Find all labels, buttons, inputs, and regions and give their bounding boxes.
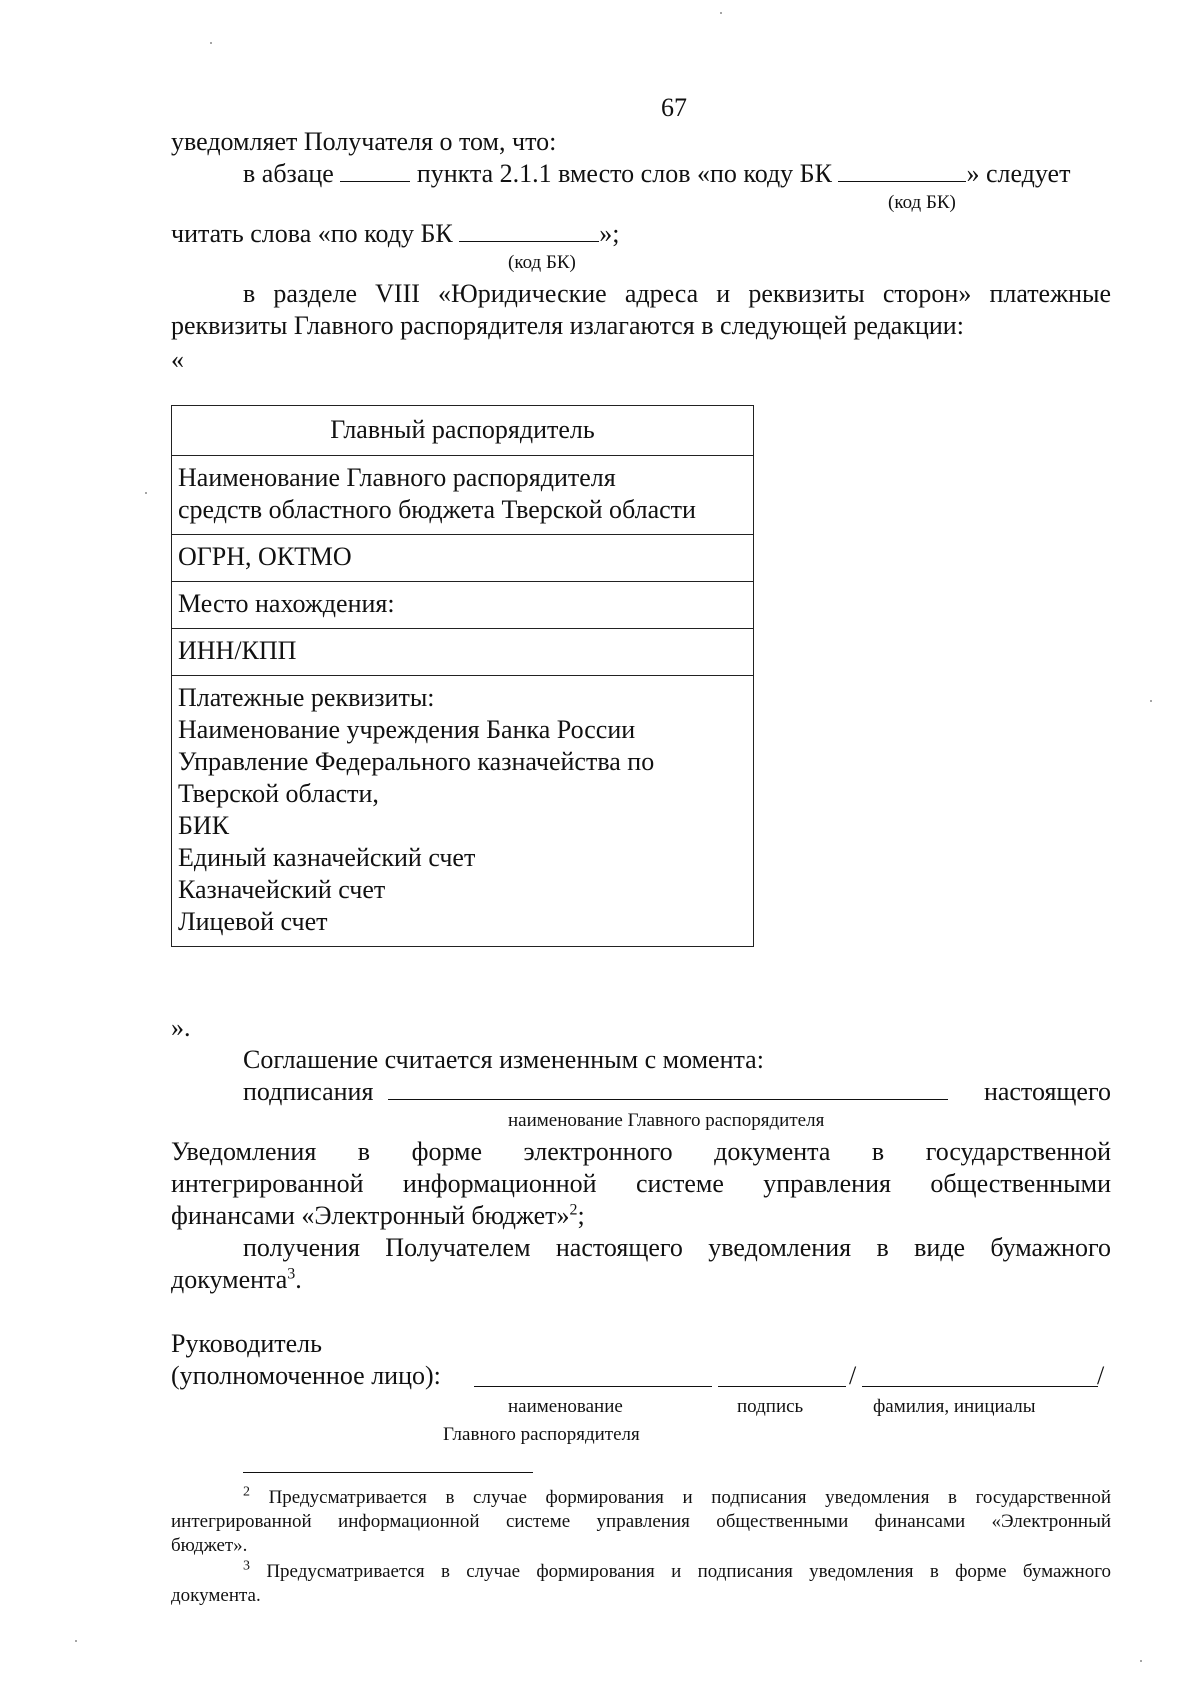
agreement-sign-line: [243, 1076, 1111, 1108]
footnote-ref-2: 2: [569, 1201, 578, 1219]
receipt-end: .: [295, 1265, 302, 1294]
signature-blank-name: [474, 1386, 712, 1387]
p1-line2-text-a: читать слова «по коду БК: [171, 219, 453, 248]
payment-line: Управление Федерального казначейства по: [178, 747, 655, 776]
paragraph2-line2: реквизиты Главного распорядителя излагаются в следующей редакции:: [171, 311, 964, 340]
p1-line2-text-b: »;: [599, 219, 620, 248]
footnote-2-text: Предусматривается в случае формирования и подписания уведомления в государственной: [268, 1487, 1111, 1508]
footnote-3-text: Предусматривается в случае формирования и подписания уведомления в форме бумажного: [266, 1561, 1112, 1582]
signature-hint-sign: подпись: [737, 1396, 804, 1417]
receipt-line1: получения Получателем настоящего уведомления в виде бумажного: [243, 1233, 1111, 1262]
blank-kod-bk-2: [459, 219, 599, 242]
blank-abzac: [340, 159, 410, 182]
close-quote: ».: [171, 1013, 191, 1042]
signature-blank-sign: [718, 1386, 846, 1387]
p1-text-c: » следует: [966, 159, 1071, 188]
signature-hint-distributor: Главного распорядителя: [443, 1424, 640, 1445]
signature-label1: Руководитель: [171, 1329, 322, 1358]
signature-slash-1: /: [849, 1361, 857, 1390]
footnote-separator: [243, 1472, 533, 1473]
footnote-ref-3: 3: [287, 1265, 296, 1283]
requisites-table: [171, 405, 754, 947]
blank-kod-bk-1: [838, 159, 966, 182]
name-line2: средств областного бюджета Тверской области: [178, 495, 696, 524]
footnote-2-line2: интегрированной информационной системе управления общественными финансами «Электронный: [171, 1511, 1111, 1532]
open-quote: «: [171, 345, 184, 374]
footnote-2-line3: бюджет».: [171, 1535, 248, 1556]
table-header: Главный распорядитель: [172, 406, 754, 456]
agreement-line3: интегрированной информационной системе управления общественными: [171, 1169, 1111, 1198]
scan-speck: [75, 1640, 77, 1642]
blank-distributor-name: [388, 1077, 948, 1100]
hint-kod-bk-2: (код БК): [508, 252, 576, 273]
hint-kod-bk-1: (код БК): [888, 192, 956, 213]
page-number: 67: [661, 93, 687, 122]
payment-line: Казначейский счет: [178, 875, 386, 904]
payment-line: БИК: [178, 811, 230, 840]
receipt-line2: [171, 1264, 302, 1296]
payment-line: Наименование учреждения Банка России: [178, 715, 636, 744]
paragraph1-line2: [171, 218, 619, 250]
p1-text-a: в абзаце: [243, 159, 334, 188]
footnote-3-line2: документа.: [171, 1585, 261, 1606]
table-row-inn: ИНН/КПП: [172, 629, 754, 676]
signature-blank-fio: [862, 1386, 1098, 1387]
hint-distributor-name: наименование Главного распорядителя: [508, 1110, 825, 1131]
line4-end: ;: [577, 1201, 585, 1230]
intro-text: уведомляет Получателя о том, что:: [171, 127, 557, 156]
signature-hint-fio: фамилия, инициалы: [873, 1396, 1036, 1417]
footnote-3-num: 3: [243, 1558, 250, 1574]
name-line1: Наименование Главного распорядителя: [178, 463, 616, 492]
agreement-heading: Соглашение считается измененным с момента:: [243, 1045, 764, 1074]
scan-speck: [1150, 700, 1152, 702]
signature-label2: (уполномоченное лицо):: [171, 1361, 441, 1390]
payment-line: Тверской области,: [178, 779, 379, 808]
signature-slash-2: /: [1097, 1361, 1105, 1390]
footnote-3-line1: [243, 1560, 1111, 1584]
footnote-2-line1: [243, 1486, 1111, 1510]
scan-speck: [1140, 1660, 1142, 1662]
payment-line: Платежные реквизиты:: [178, 683, 435, 712]
paragraph2-line1: в разделе VIII «Юридические адреса и реквизиты сторон» платежные: [243, 279, 1111, 308]
p1-text-b: пункта 2.1.1 вместо слов «по коду БК: [416, 159, 832, 188]
line4-text: финансами «Электронный бюджет»: [171, 1201, 570, 1230]
table-row-ogrn: ОГРН, ОКТМО: [172, 535, 754, 582]
payment-line: Единый казначейский счет: [178, 843, 476, 872]
scan-speck: [720, 12, 722, 14]
scan-speck: [210, 42, 212, 44]
paragraph1-line1: [243, 158, 1111, 190]
scan-speck: [145, 492, 147, 494]
signature-hint-name: наименование: [508, 1396, 623, 1417]
receipt-text: документа: [171, 1265, 288, 1294]
table-row-location: Место нахождения:: [172, 582, 754, 629]
agreement-line2: Уведомления в форме электронного документа в государственной: [171, 1137, 1111, 1166]
sign-tail: настоящего: [983, 1077, 1111, 1106]
table-row-payment: [172, 676, 754, 947]
payment-line: Лицевой счет: [178, 907, 328, 936]
agreement-line4: [171, 1200, 585, 1232]
sign-word: подписания: [243, 1077, 374, 1106]
table-row-name: [172, 456, 754, 535]
footnote-2-num: 2: [243, 1484, 250, 1500]
